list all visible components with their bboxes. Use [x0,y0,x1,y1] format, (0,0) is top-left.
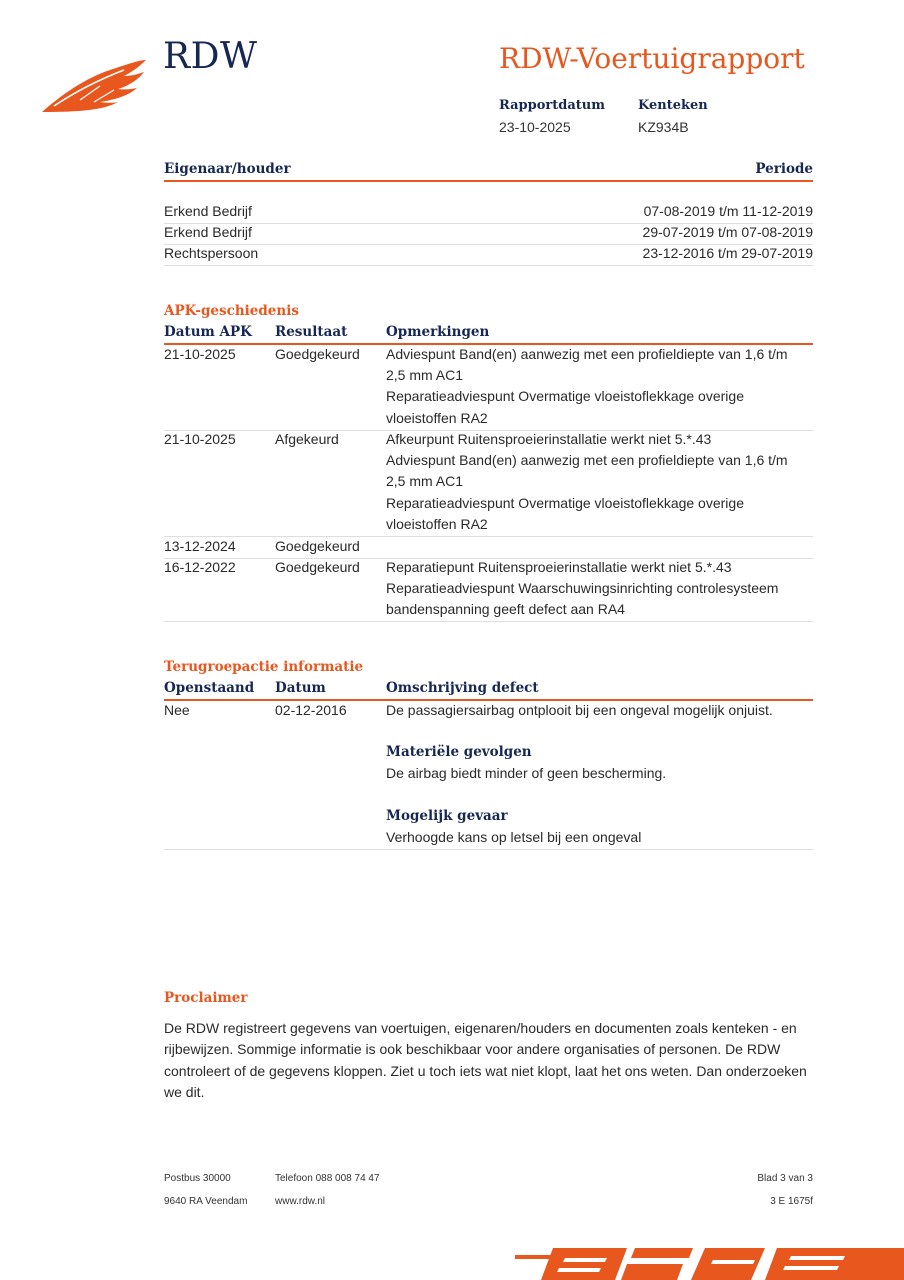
footer-postcode: 9640 RA Veendam [164,1196,248,1207]
recall-consequences: De airbag biedt minder of geen bescherming. [386,765,667,781]
recall-danger-label: Mogelijk gevaar [386,808,508,824]
owner-period: 29-07-2019 t/m 07-08-2019 [642,224,813,240]
rdw-logo-icon [40,56,150,116]
recall-col-description: Omschrijving defect [386,680,539,696]
footer-website[interactable]: www.rdw.nl [275,1196,326,1207]
license-plate-label: Kenteken [638,98,708,113]
footer-phone: Telefoon 088 008 74 47 [275,1173,380,1184]
row-divider [164,536,813,537]
apk-result: Goedgekeurd [275,538,360,554]
recall-description: De passagiersairbag ontplooit bij een ongeval mogelijk onjuist. [386,702,773,718]
apk-section-title: APK-geschiedenis [164,303,299,319]
apk-col-remarks: Opmerkingen [386,324,490,340]
footer-page-number: Blad 3 van 3 [757,1173,813,1184]
apk-col-result: Resultaat [275,324,348,340]
owner-name: Erkend Bedrijf [164,224,252,240]
apk-remark-line: Adviespunt Band(en) aanwezig met een profieldiepte van 1,6 t/m [386,452,788,468]
recall-open-value: Nee [164,702,190,718]
recall-date-value: 02-12-2016 [275,702,347,718]
recall-col-date: Datum [275,680,326,696]
report-date-label: Rapportdatum [499,98,605,113]
recall-section-title: Terugroepactie informatie [164,659,364,675]
apk-remark-line: Reparatieadviespunt Overmatige vloeistoflekkage overige [386,388,744,404]
apk-result: Goedgekeurd [275,346,360,362]
apk-remark-line: 2,5 mm AC1 [386,367,464,383]
apk-remark-line: 2,5 mm AC1 [386,473,464,489]
license-plate-value: KZ934B [638,119,689,135]
apk-remark-line: vloeistoffen RA2 [386,410,488,426]
recall-danger: Verhoogde kans op letsel bij een ongeval [386,829,642,845]
footer-postbus: Postbus 30000 [164,1173,231,1184]
proclaimer-title: Proclaimer [164,990,248,1006]
apk-remark-line: vloeistoffen RA2 [386,516,488,532]
owner-name: Rechtspersoon [164,245,259,261]
owner-period: 23-12-2016 t/m 29-07-2019 [642,245,813,261]
owner-name: Erkend Bedrijf [164,203,252,219]
brand-name: RDW [163,36,258,77]
report-title: RDW-Voertuigrapport [499,42,805,75]
owners-header-rule [164,180,813,182]
owner-period: 07-08-2019 t/m 11-12-2019 [643,203,813,219]
apk-date: 21-10-2025 [164,431,236,447]
apk-date: 16-12-2022 [164,559,236,575]
row-divider [164,265,813,266]
apk-remark-line: bandenspanning geeft defect aan RA4 [386,601,625,617]
apk-date: 13-12-2024 [164,538,236,554]
report-date-value: 23-10-2025 [499,119,571,135]
footer-document-code: 3 E 1675f [770,1196,813,1207]
apk-remark-line: Reparatiepunt Ruitensproeierinstallatie werkt niet 5.*.43 [386,559,732,575]
apk-remark-line: Reparatieadviespunt Waarschuwingsinrichting controlesysteem [386,580,779,596]
row-divider [164,621,813,622]
apk-col-date: Datum APK [164,324,252,340]
owners-col-owner: Eigenaar/houder [164,161,291,177]
apk-date: 21-10-2025 [164,346,236,362]
proclaimer-text: De RDW registreert gegevens van voertuigen, eigenaren/houders en documenten zoals kenteken - en rijbewijzen. Sommige informatie is ook beschikbaar voor andere organisaties of personen. De RDW controleert of de gegevens kloppen. Ziet u toch iets wat niet klopt, laat het ons weten. Dan onderzoeken we dit. [164,1020,807,1100]
apk-remark-line: Afkeurpunt Ruitensproeierinstallatie werkt niet 5.*.43 [386,431,712,447]
row-divider [164,849,813,850]
recall-consequences-label: Materiële gevolgen [386,744,532,760]
decorative-stripes-icon [515,1244,904,1280]
apk-result: Goedgekeurd [275,559,360,575]
recall-col-open: Openstaand [164,680,255,696]
owners-col-period: Periode [755,161,813,177]
apk-remark-line: Adviespunt Band(en) aanwezig met een profieldiepte van 1,6 t/m [386,346,788,362]
apk-result: Afgekeurd [275,431,339,447]
apk-remark-line: Reparatieadviespunt Overmatige vloeistoflekkage overige [386,495,744,511]
